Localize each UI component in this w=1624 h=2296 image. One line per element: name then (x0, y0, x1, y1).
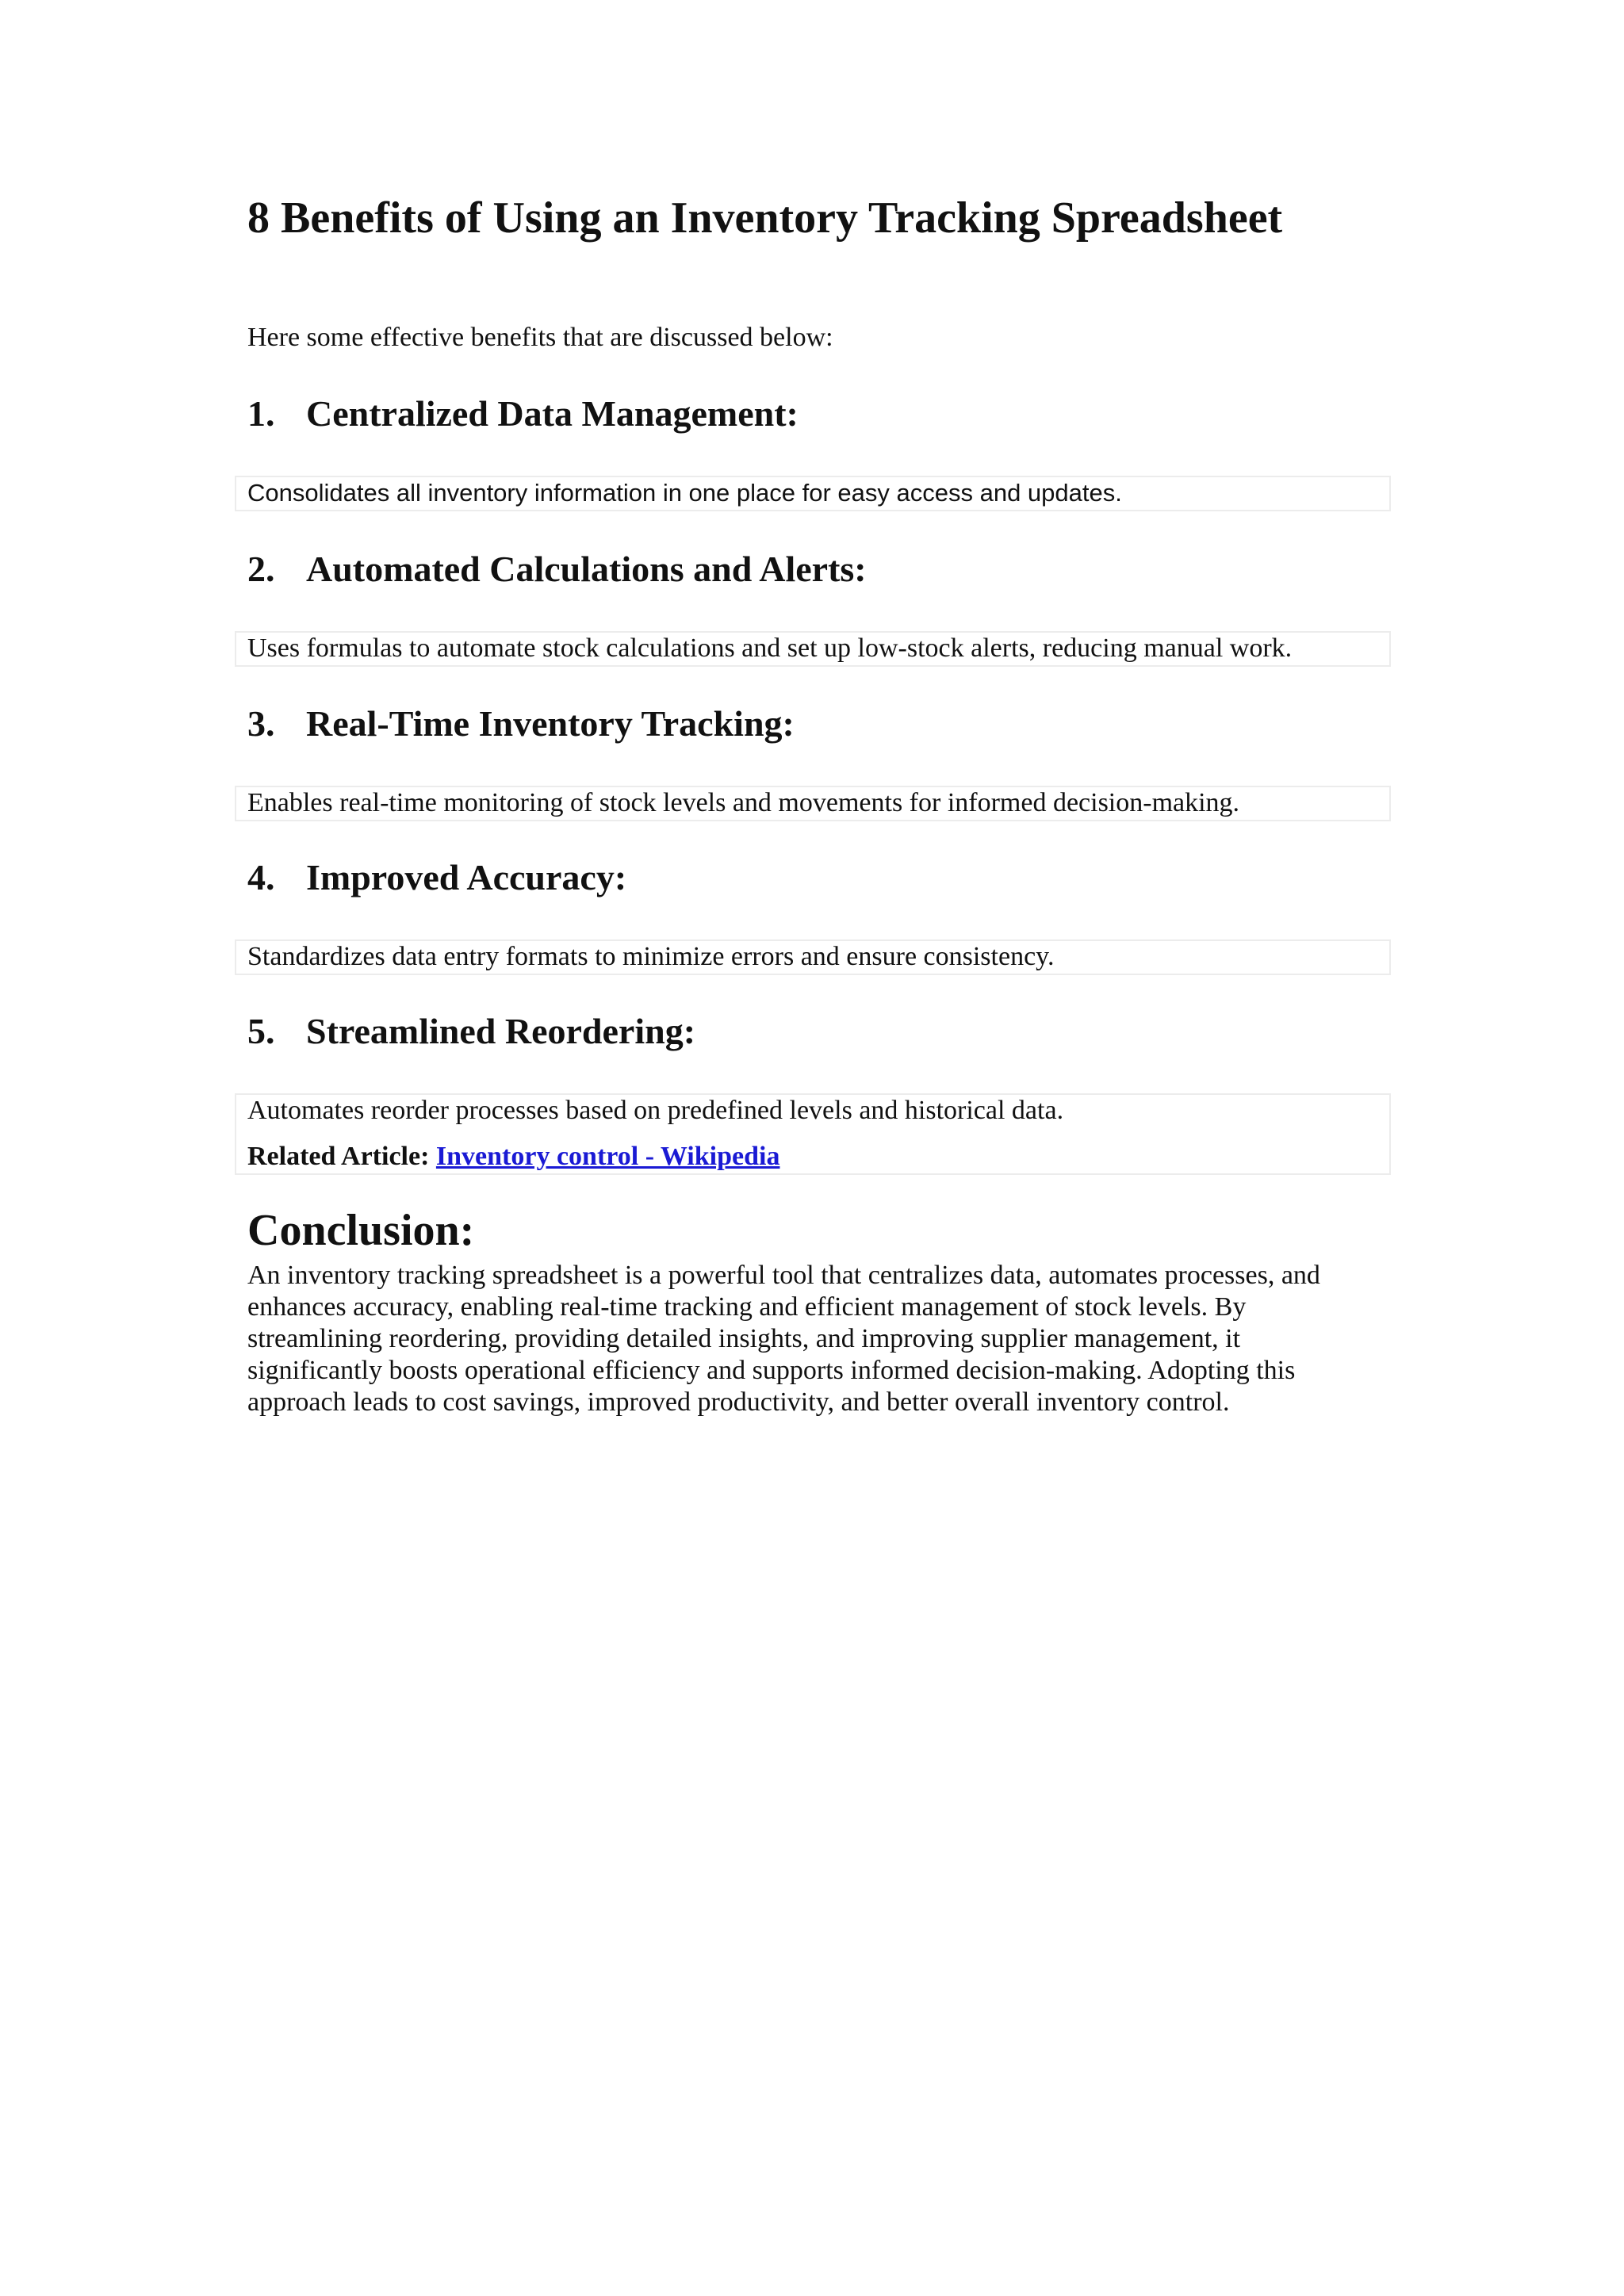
section-heading-4 (247, 858, 626, 898)
section-heading-text: Automated Calculations and Alerts: (306, 549, 867, 589)
section-heading-text: Streamlined Reordering: (306, 1011, 696, 1051)
section-heading-5 (247, 1012, 695, 1052)
section-heading-text: Improved Accuracy: (306, 857, 627, 897)
section-number: 2. (247, 549, 275, 589)
section-number: 3. (247, 703, 275, 744)
section-text-box-1 (235, 476, 1391, 511)
section-number: 1. (247, 393, 275, 434)
section-text: Consolidates all inventory information in one place for easy access and updates. (247, 479, 1122, 507)
section-heading-text: Centralized Data Management: (306, 393, 799, 434)
section-text: Enables real-time monitoring of stock levels and movements for informed decision-making. (247, 788, 1240, 817)
section-number: 4. (247, 857, 275, 897)
conclusion-title: Conclusion: (247, 1206, 475, 1255)
section-number: 5. (247, 1011, 275, 1051)
page-title: 8 Benefits of Using an Inventory Tracking Spreadsheet (247, 193, 1283, 243)
section-text-box-3 (235, 786, 1391, 821)
related-article (247, 1141, 1389, 1173)
section-heading-1 (247, 394, 799, 434)
section-heading-3 (247, 704, 795, 744)
conclusion-text: An inventory tracking spreadsheet is a powerful tool that centralizes data, automates processes, and enhances accuracy, enabling real-time tracking and efficient management of stock levels. By streamlining reordering, providing detailed insights, and improving supplier management, it significantly boosts operational efficiency and supports informed decision-making. Adopting this approach leads to cost savings, improved productivity, and better overall inventory control. (247, 1261, 1320, 1417)
section-text: Standardizes data entry formats to minimize errors and ensure consistency. (247, 942, 1055, 971)
section-heading-text: Real-Time Inventory Tracking: (306, 703, 795, 744)
section-heading-2 (247, 549, 867, 590)
intro-text: Here some effective benefits that are discussed below: (247, 323, 833, 352)
related-article-label: Related Article: (247, 1142, 430, 1171)
section-text-box-5 (235, 1093, 1391, 1175)
section-text: Uses formulas to automate stock calculations and set up low-stock alerts, reducing manual work. (247, 633, 1293, 663)
section-text: Automates reorder processes based on predefined levels and historical data. (247, 1096, 1064, 1125)
section-text-box-2 (235, 631, 1391, 667)
related-article-link[interactable]: Inventory control - Wikipedia (435, 1142, 780, 1171)
section-text-box-4 (235, 939, 1391, 975)
